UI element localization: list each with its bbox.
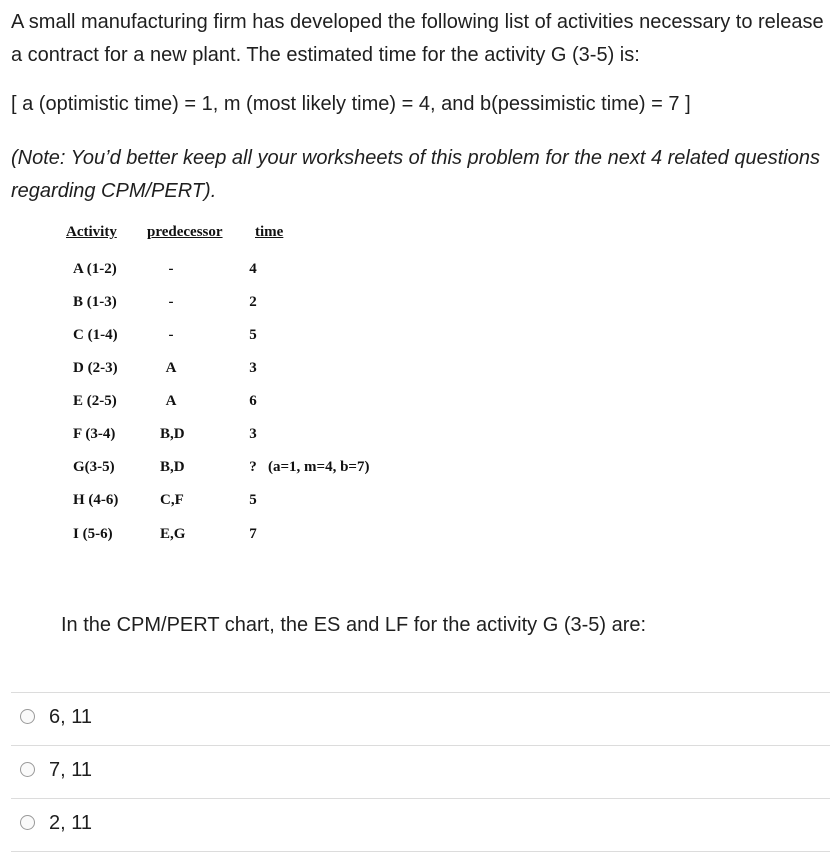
time-cell: 4 [249,261,257,277]
activity-cell: H (4-6) [73,492,119,508]
question-intro: A small manufacturing firm has developed the following list of activities necessary to release a contract for a new plant. The estimated time for the activity G (3-5) is: [11,11,824,66]
question-prompt: In the CPM/PERT chart, the ES and LF for the activity G (3-5) are: [61,614,647,636]
time-cell: 5 [249,492,257,508]
time-cell: 2 [249,294,257,310]
time-cell: 3 [249,360,257,376]
activity-cell: F (3-4) [73,426,116,442]
header-activity: Activity [66,224,117,240]
time-cell: 3 [249,426,257,442]
predecessor-cell: E,G [160,526,186,542]
time-estimate-note: (a=1, m=4, b=7) [268,459,370,475]
predecessor-cell: C,F [160,492,184,508]
header-time: time [255,224,284,240]
radio-button[interactable] [20,815,35,830]
radio-button[interactable] [20,709,35,724]
option-label[interactable]: 2, 11 [49,812,92,834]
activity-cell: B (1-3) [73,294,117,310]
option-label[interactable]: 7, 11 [49,759,92,781]
predecessor-cell: A [165,360,177,376]
answer-option-2[interactable] [11,746,830,798]
activity-cell: C (1-4) [73,327,118,343]
predecessor-cell: - [168,294,174,310]
activity-cell: A (1-2) [73,261,117,277]
activity-cell: I (5-6) [73,526,113,542]
time-cell: 7 [249,526,257,542]
time-cell: 5 [249,327,257,343]
option-divider [11,851,830,852]
activity-cell: E (2-5) [73,393,117,409]
answer-option-1[interactable] [11,693,830,745]
time-cell: ? [249,459,257,475]
predecessor-cell: B,D [160,459,185,475]
predecessor-cell: B,D [160,426,185,442]
predecessor-cell: A [165,393,177,409]
answer-option-3[interactable] [11,799,830,851]
worksheet-note: (Note: You’d better keep all your worksheets of this problem for the next 4 related questions regarding CPM/PERT). [11,147,820,202]
activity-cell: D (2-3) [73,360,118,376]
activity-cell: G(3-5) [73,459,115,475]
time-estimates: [ a (optimistic time) = 1, m (most likely time) = 4, and b(pessimistic time) = 7 ] [11,93,691,115]
predecessor-cell: - [168,327,174,343]
predecessor-cell: - [168,261,174,277]
option-label[interactable]: 6, 11 [49,706,92,728]
time-cell: 6 [249,393,257,409]
radio-button[interactable] [20,762,35,777]
header-predecessor: predecessor [147,224,223,240]
